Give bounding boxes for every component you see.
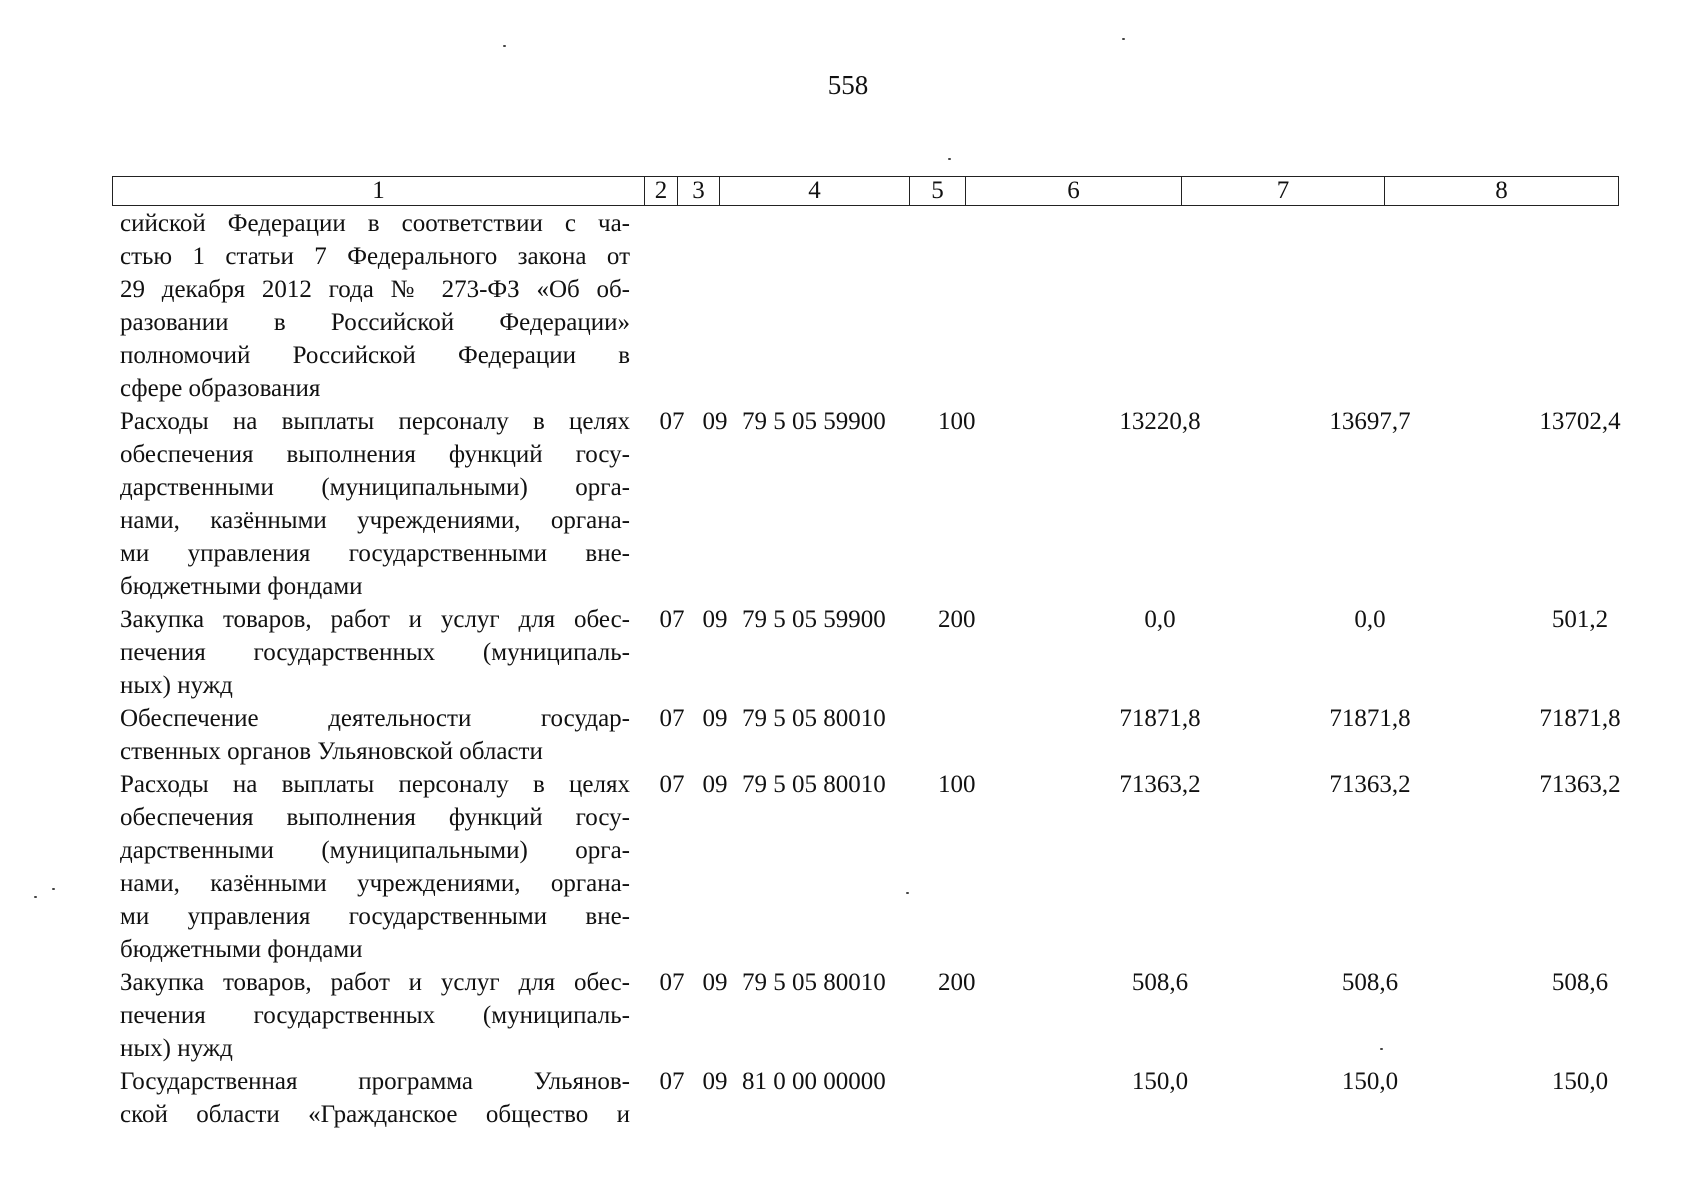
description-line: стью 1 статьи 7 Федерального закона от — [120, 243, 630, 270]
description-line: дарственными (муниципальными) орга- — [120, 474, 630, 501]
expense-type-code: 100 — [938, 408, 976, 435]
column-header-3: 3 — [678, 177, 720, 206]
table-row — [120, 768, 1620, 966]
scan-speck — [1122, 38, 1125, 40]
description-line: 29 декабря 2012 года № 273-ФЗ «Об об- — [120, 276, 630, 303]
amount-col-7: 150,0 — [1341, 1068, 1399, 1095]
row-description — [120, 768, 630, 966]
column-header-2: 2 — [645, 177, 678, 206]
row-description — [120, 603, 630, 702]
row-description — [120, 207, 630, 405]
amount-col-8: 71871,8 — [1539, 705, 1621, 732]
amount-col-6: 71363,2 — [1119, 771, 1201, 798]
row-description — [120, 405, 630, 603]
amount-col-7: 71871,8 — [1329, 705, 1411, 732]
subsection-code: 09 — [702, 705, 728, 732]
amount-col-7: 13697,7 — [1329, 408, 1411, 435]
amount-col-8: 508,6 — [1551, 969, 1609, 996]
description-line: полномочий Российской Федерации в — [120, 342, 630, 369]
row-description — [120, 702, 630, 768]
description-line: обеспечения выполнения функций госу- — [120, 804, 630, 831]
amount-col-6: 13220,8 — [1119, 408, 1201, 435]
description-line: ми управления государственными вне- — [120, 903, 630, 930]
description-line: сфере образования — [120, 375, 321, 402]
target-article-code: 79 5 05 59900 — [742, 606, 886, 633]
page-number: 558 — [827, 70, 869, 100]
scan-speck — [1380, 1048, 1383, 1050]
description-line: ми управления государственными вне- — [120, 540, 630, 567]
table-row — [120, 966, 1620, 1065]
table-row — [120, 702, 1620, 768]
amount-col-6: 150,0 — [1131, 1068, 1189, 1095]
description-line: Закупка товаров, работ и услуг для обес- — [120, 969, 630, 996]
expense-type-code: 200 — [938, 969, 976, 996]
scan-speck — [906, 892, 909, 894]
amount-col-7: 71363,2 — [1329, 771, 1411, 798]
description-line: Государственная программа Ульянов- — [120, 1068, 630, 1095]
subsection-code: 09 — [702, 606, 728, 633]
expense-type-code: 100 — [938, 771, 976, 798]
amount-col-8: 501,2 — [1551, 606, 1609, 633]
target-article-code: 79 5 05 80010 — [742, 705, 886, 732]
description-line: Обеспечение деятельности государ- — [120, 705, 630, 732]
amount-col-8: 71363,2 — [1539, 771, 1621, 798]
description-line: ных) нужд — [120, 1035, 233, 1062]
subsection-code: 09 — [702, 408, 728, 435]
description-line: обеспечения выполнения функций госу- — [120, 441, 630, 468]
column-header-5: 5 — [910, 177, 966, 206]
table-row — [120, 405, 1620, 603]
section-code: 07 — [659, 771, 685, 798]
amount-col-6: 0,0 — [1144, 606, 1176, 633]
subsection-code: 09 — [702, 1068, 728, 1095]
target-article-code: 81 0 00 00000 — [742, 1068, 886, 1095]
target-article-code: 79 5 05 80010 — [742, 771, 886, 798]
table-row — [120, 1065, 1620, 1131]
row-description — [120, 1065, 630, 1131]
description-line: бюджетными фондами — [120, 936, 363, 963]
table-row — [120, 603, 1620, 702]
description-line: ных) нужд — [120, 672, 233, 699]
amount-col-8: 13702,4 — [1539, 408, 1621, 435]
table-row — [120, 207, 1620, 405]
description-line: Закупка товаров, работ и услуг для обес- — [120, 606, 630, 633]
section-code: 07 — [659, 1068, 685, 1095]
column-header-4: 4 — [720, 177, 910, 206]
description-line: бюджетными фондами — [120, 573, 363, 600]
subsection-code: 09 — [702, 969, 728, 996]
section-code: 07 — [659, 408, 685, 435]
scan-speck — [34, 896, 37, 898]
scan-speck — [948, 158, 951, 160]
description-line: нами, казёнными учреждениями, органа- — [120, 870, 630, 897]
expense-type-code: 200 — [938, 606, 976, 633]
amount-col-8: 150,0 — [1551, 1068, 1609, 1095]
section-code: 07 — [659, 606, 685, 633]
description-line: печения государственных (муниципаль- — [120, 1002, 630, 1029]
section-code: 07 — [659, 969, 685, 996]
scan-speck — [503, 45, 506, 47]
description-line: нами, казёнными учреждениями, органа- — [120, 507, 630, 534]
description-line: дарственными (муниципальными) орга- — [120, 837, 630, 864]
description-line: печения государственных (муниципаль- — [120, 639, 630, 666]
section-code: 07 — [659, 705, 685, 732]
description-line: ственных органов Ульяновской области — [120, 738, 543, 765]
column-header-8: 8 — [1385, 177, 1619, 206]
description-line: ской области «Гражданское общество и — [120, 1101, 630, 1128]
target-article-code: 79 5 05 80010 — [742, 969, 886, 996]
column-header-row — [112, 176, 1619, 206]
description-line: сийской Федерации в соответствии с ча- — [120, 210, 630, 237]
column-header-1: 1 — [113, 177, 645, 206]
row-description — [120, 966, 630, 1065]
amount-col-6: 71871,8 — [1119, 705, 1201, 732]
column-header-6: 6 — [966, 177, 1182, 206]
amount-col-7: 508,6 — [1341, 969, 1399, 996]
description-line: Расходы на выплаты персоналу в целях — [120, 771, 630, 798]
amount-col-7: 0,0 — [1354, 606, 1386, 633]
scan-speck — [52, 888, 55, 890]
amount-col-6: 508,6 — [1131, 969, 1189, 996]
subsection-code: 09 — [702, 771, 728, 798]
target-article-code: 79 5 05 59900 — [742, 408, 886, 435]
description-line: разовании в Российской Федерации» — [120, 309, 630, 336]
column-header-7: 7 — [1182, 177, 1385, 206]
description-line: Расходы на выплаты персоналу в целях — [120, 408, 630, 435]
table-body — [120, 207, 1620, 1131]
